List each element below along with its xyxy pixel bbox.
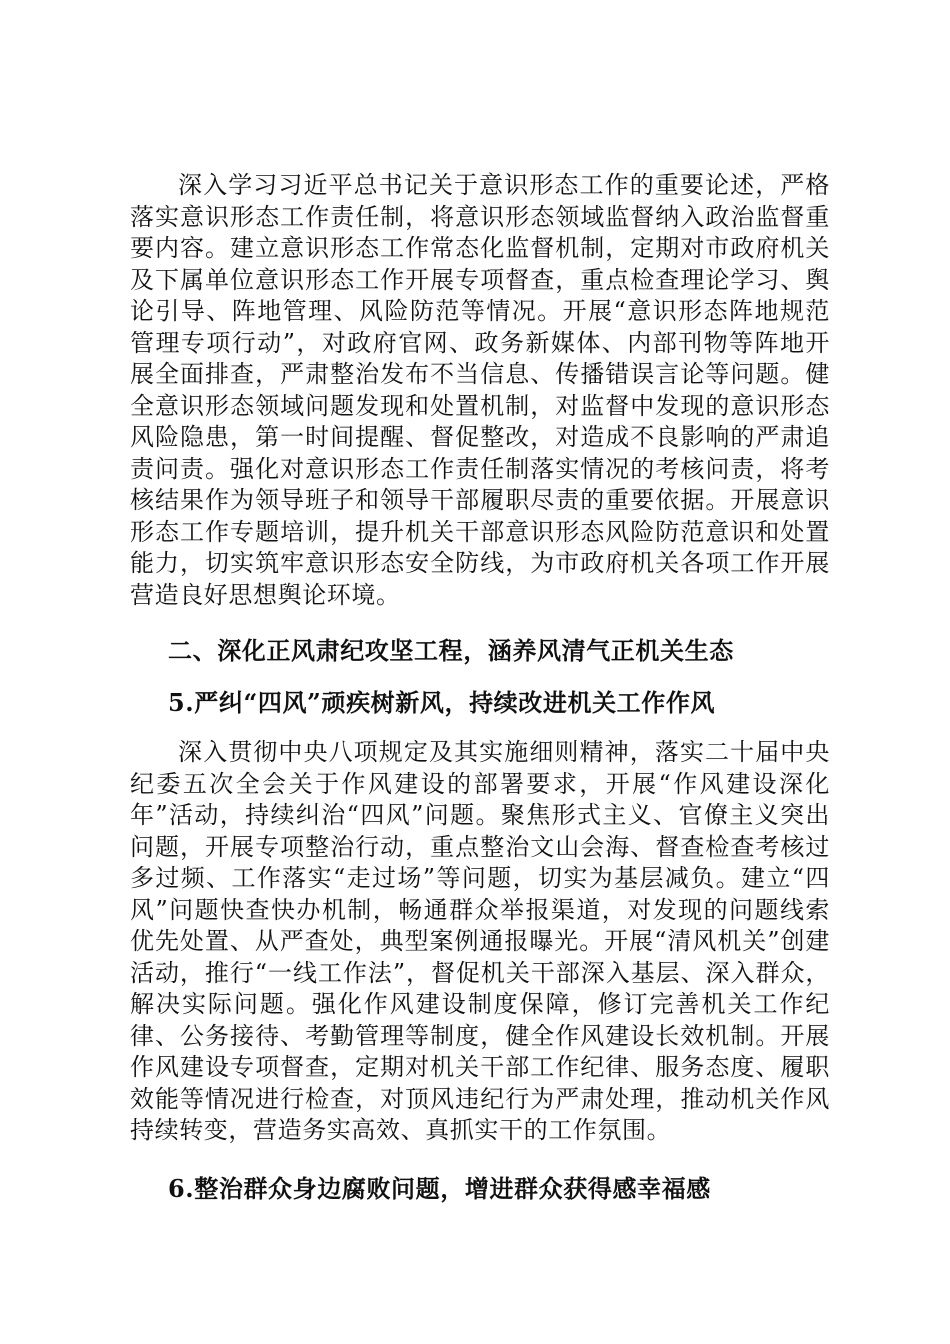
paragraph-work-style: 深入贯彻中央八项规定及其实施细则精神，落实二十届中央纪委五次全会关于作风建设的部署要求，开展“作风建设深化年”活动，持续纠治“四风”问题。聚焦形式主义、官僚主义突出问题，开展专项整治行动，重点整治文山会海、督查检查考核过多过频、工作落实“走过场”等问题，切实为基层减负。建立“四风”问题快查快办机制，畅通群众举报渠道，对发现的问题线索优先处置、从严查处，典型案例通报曝光。开展“清风机关”创建活动，推行“一线工作法”，督促机关干部深入基层、深入群众，解决实际问题。强化作风建设制度保障，修订完善机关工作纪律、公务接待、考勤管理等制度，健全作风建设长效机制。开展作风建设专项督查，定期对机关干部工作纪律、服务态度、履职效能等情况进行检查，对顶风违纪行为严肃处理，推动机关作风持续转变，营造务实高效、真抓实干的工作氛围。 (130, 738, 830, 1144)
spacer (130, 611, 830, 635)
subheading-5: 5.严纠“四风”顽疾树新风，持续改进机关工作作风 (168, 688, 716, 717)
paragraph-ideology-supervision: 深入学习习近平总书记关于意识形态工作的重要论述，严格落实意识形态工作责任制，将意识形态领域监督纳入政治监督重要内容。建立意识形态工作常态化监督机制，定期对市政府机关及下属单位意识形态工作开展专项督查，重点检查理论学习、舆论引导、阵地管理、风险防范等情况。开展“意识形态阵地规范管理专项行动”，对政府官网、政务新媒体、内部刊物等阵地开展全面排查，严肃整治发布不当信息、传播错误言论等问题。健全意识形态领域问题发现和处置机制，对监督中发现的意识形态风险隐患，第一时间提醒、督促整改，对造成不良影响的严肃追责问责。强化对意识形态工作责任制落实情况的考核问责，将考核结果作为领导班子和领导干部履职尽责的重要依据。开展意识形态工作专题培训，提升机关干部意识形态风险防范意识和处置能力，切实筑牢意识形态安全防线，为市政府机关各项工作开展营造良好思想舆论环境。 (130, 171, 830, 609)
section-heading-2: 二、深化正风肃纪攻坚工程，涵养风清气正机关生态 (168, 636, 734, 665)
spacer (130, 719, 830, 737)
spacer (130, 1147, 830, 1173)
document-body (130, 170, 830, 1205)
spacer (130, 667, 830, 687)
subheading-6: 6.整治群众身边腐败问题，增进群众获得感幸福感 (168, 1173, 711, 1203)
